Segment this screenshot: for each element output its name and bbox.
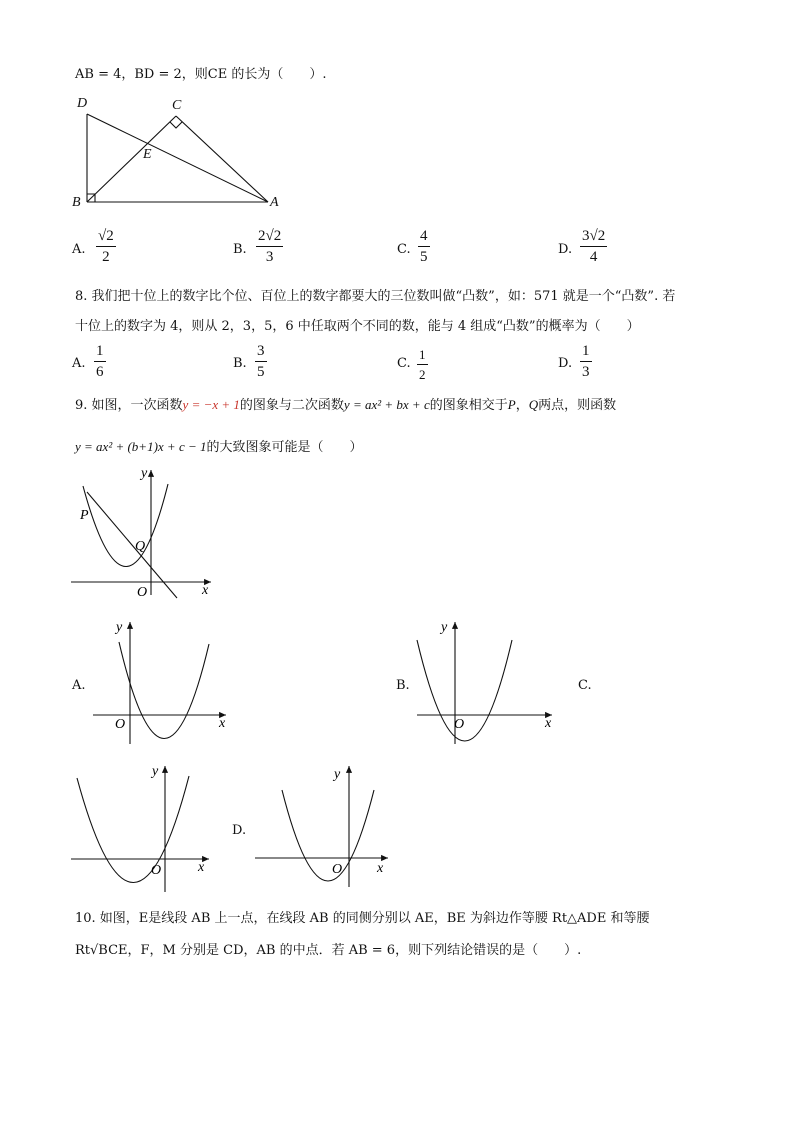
- origin-label: O: [137, 585, 148, 600]
- q9-option-c-letter[interactable]: C.: [578, 678, 592, 693]
- origin-label: O: [332, 862, 343, 877]
- axis-label-x: x: [198, 860, 205, 875]
- axis-label-y: y: [116, 620, 123, 635]
- q8-option-a-letter[interactable]: A.: [72, 356, 86, 371]
- point-C: C: [172, 98, 182, 113]
- origin-label: O: [151, 863, 162, 878]
- q8-option-b-fraction: $\frac{3}{5}$: [257, 343, 265, 380]
- q9-line2: [75, 438, 363, 457]
- q7-option-d-letter[interactable]: D.: [558, 242, 573, 257]
- q9-line1-c: 的图象相交于: [429, 398, 508, 413]
- point-P: P: [80, 508, 89, 523]
- q9-P: P: [507, 397, 516, 412]
- axis-label-y: y: [141, 466, 148, 481]
- axis-label-x: x: [377, 861, 384, 876]
- axis-label-x: x: [545, 716, 552, 731]
- point-E: E: [143, 147, 152, 162]
- point-D: D: [77, 96, 88, 111]
- q9-line2-b: 的大致图象可能是（ ）: [206, 440, 363, 455]
- axis-label-y: y: [441, 620, 448, 635]
- q9-option-c-graph[interactable]: [65, 760, 215, 895]
- q9-option-a-graph[interactable]: [88, 616, 238, 746]
- parabola: [417, 640, 512, 741]
- q9-quad-expr: y = ax² + bx + c: [343, 397, 430, 412]
- q9-line1-b: 的图象与二次函数: [239, 398, 344, 413]
- parabola: [77, 776, 189, 883]
- point-B: B: [72, 195, 81, 210]
- q8-option-a-fraction: $\frac{1}{6}$: [96, 343, 104, 380]
- q9-option-a-letter[interactable]: A.: [72, 678, 86, 693]
- q9-line1: [75, 396, 616, 415]
- axis-label-x: x: [202, 583, 209, 598]
- parabola: [119, 642, 209, 739]
- q10-line1: 10. 如图，E是线段 AB 上一点，在线段 AB 的同侧分别以 AE，BE 为斜边作等腰 Rt△ADE 和等腰: [75, 911, 650, 926]
- q9-option-d-graph[interactable]: [250, 760, 400, 890]
- q7-option-c-fraction: $\frac{4}{5}$: [420, 228, 428, 265]
- origin-label: O: [115, 717, 126, 732]
- q9-Q: Q: [528, 397, 539, 412]
- q8-option-d-fraction: $\frac{1}{3}$: [582, 343, 590, 380]
- q7-option-a-letter[interactable]: A.: [72, 242, 86, 257]
- q8-option-c-letter[interactable]: C.: [397, 356, 411, 371]
- q8-option-c-fraction: $\frac{1}{2}$: [419, 347, 426, 382]
- parabola: [282, 790, 374, 881]
- right-angle-C: [170, 122, 182, 128]
- q9-line1-d: 两点，则函数: [538, 398, 617, 413]
- q7-option-d-fraction: $\frac{3√2}{4}$: [582, 228, 606, 265]
- q7-stem-tail: AB = 4，BD = 2，则CE 的长为（ ）.: [75, 67, 327, 82]
- q7-option-c-letter[interactable]: C.: [397, 242, 411, 257]
- axis-label-y: y: [152, 764, 159, 779]
- q9-sep: ，: [515, 398, 529, 413]
- q7-option-a-fraction: $\frac{√2}{2}$: [98, 228, 114, 265]
- q9-option-d-letter[interactable]: D.: [232, 823, 247, 838]
- q7-option-b-letter[interactable]: B.: [233, 242, 247, 257]
- point-A: A: [270, 195, 279, 210]
- point-Q: Q: [135, 539, 146, 554]
- seg-BC: [87, 116, 176, 202]
- q9-line1-a: 9. 如图，一次函数: [75, 398, 183, 413]
- q8-option-b-letter[interactable]: B.: [233, 356, 247, 371]
- q8-line1: 8. 我们把十位上的数字比个位、百位上的数字都要大的三位数叫做“凸数”，如：571 就是一个“凸数”. 若: [75, 289, 676, 304]
- parabola: [83, 484, 168, 567]
- q9-option-b-letter[interactable]: B.: [396, 678, 410, 693]
- axis-label-x: x: [219, 716, 226, 731]
- origin-label: O: [454, 717, 465, 732]
- q9-option-b-graph[interactable]: [412, 616, 562, 746]
- q9-main-figure: [65, 462, 225, 602]
- q9-line2-expr: y = ax² + (b+1)x + c − 1: [75, 439, 207, 454]
- q8-line2: 十位上的数字为 4，则从 2，3，5，6 中任取两个不同的数，能与 4 组成“凸数”的概率为（ ）: [75, 319, 640, 334]
- q7-option-b-fraction: $\frac{2√2}{3}$: [258, 228, 282, 265]
- q10-line2: Rt√BCE，F，M 分别是 CD，AB 的中点．若 AB = 6，则下列结论错误的是（ ）.: [75, 943, 582, 958]
- seg-CA: [176, 116, 268, 202]
- q8-option-d-letter[interactable]: D.: [558, 356, 573, 371]
- q9-linear-expr: y = −x + 1: [182, 397, 240, 412]
- axis-label-y: y: [334, 767, 341, 782]
